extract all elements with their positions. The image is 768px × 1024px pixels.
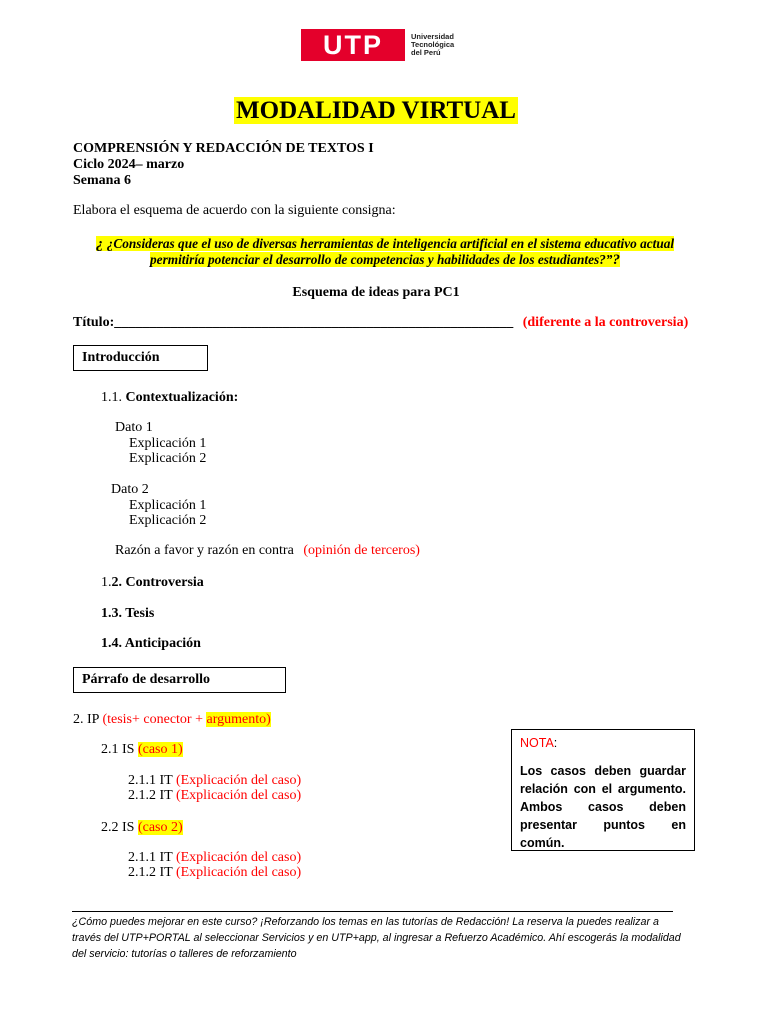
question-close-mark: ? bbox=[612, 252, 620, 268]
question-text: ¿Consideras que el uso de diversas herramientas de inteligencia artificial en el sistema educativo actual permitiría potenciar el desarrollo de competencias y habilidades de los estudiantes?” bbox=[103, 236, 675, 267]
logo-text bbox=[411, 33, 454, 57]
it-1-1-note: (Explicación del caso) bbox=[175, 773, 302, 788]
razon-text: Razón a favor y razón en contra bbox=[115, 543, 294, 558]
ip-label: 2. IP bbox=[73, 712, 103, 727]
titulo-label: Título: bbox=[73, 315, 115, 330]
it-2-2-label: 2.1.2 IT bbox=[128, 865, 176, 880]
note-label-row bbox=[520, 736, 686, 750]
controversia-num: 1. bbox=[101, 575, 112, 590]
titulo-note: (diferente a la controversia) bbox=[522, 315, 689, 330]
footer-divider bbox=[72, 911, 673, 912]
titulo-row bbox=[73, 315, 688, 331]
intro-heading: Introducción bbox=[73, 345, 208, 371]
razon-note: (opinión de terceros) bbox=[303, 543, 420, 558]
dato-2: Dato 2 bbox=[111, 482, 149, 497]
footer-text: ¿Cómo puedes mejorar en este curso? ¡Reforzando los temas en las tutorías de Redacción! La reserva la puedes realizar a través del UTP+PORTAL al seleccionar Servicios y en UTP+app, al ingresar a Refuerzo Académico. Ahí escogerás la modalidad del servicio: tutorías o talleres de reforzamiento bbox=[72, 916, 681, 960]
ip-note-argumento: argumento) bbox=[206, 712, 271, 727]
it-1-2-label: 2.1.2 IT bbox=[128, 788, 176, 803]
dato-2-explicacion-2: Explicación 2 bbox=[129, 513, 207, 528]
note-box bbox=[511, 729, 695, 851]
it-2-2-row bbox=[128, 865, 301, 881]
is-2-note: (caso 2) bbox=[137, 820, 183, 835]
anticipacion: 1.4. Anticipación bbox=[101, 636, 201, 651]
controversia-label: 2. Controversia bbox=[111, 575, 204, 590]
utp-logo bbox=[301, 29, 454, 61]
is-2-label: 2.2 IS bbox=[101, 820, 138, 835]
dato-1: Dato 1 bbox=[115, 420, 153, 435]
dato-1-explicacion-1: Explicación 1 bbox=[129, 436, 207, 451]
titulo-line: _________________________________________________________ bbox=[114, 315, 514, 330]
it-1-2-row bbox=[128, 788, 301, 804]
note-label: NOTA bbox=[520, 736, 554, 750]
cycle: Ciclo 2024– marzo bbox=[73, 157, 185, 172]
razon-row bbox=[115, 543, 420, 559]
it-2-1-label: 2.1.1 IT bbox=[128, 850, 176, 865]
is-2-row bbox=[101, 820, 183, 836]
desarrollo-heading: Párrafo de desarrollo bbox=[73, 667, 286, 693]
course-name: COMPRENSIÓN Y REDACCIÓN DE TEXTOS I bbox=[73, 141, 374, 156]
controversia bbox=[101, 575, 204, 591]
it-2-1-note: (Explicación del caso) bbox=[175, 850, 302, 865]
instruction: Elabora el esquema de acuerdo con la siguiente consigna: bbox=[73, 203, 396, 218]
it-1-1-label: 2.1.1 IT bbox=[128, 773, 176, 788]
is-1-row bbox=[101, 742, 183, 758]
is-1-label: 2.1 IS bbox=[101, 742, 138, 757]
question-open-mark: ¿ bbox=[95, 236, 104, 252]
ctx-label: Contextualización: bbox=[125, 390, 239, 405]
logo-line-1: Universidad bbox=[411, 32, 454, 41]
week: Semana 6 bbox=[73, 173, 131, 188]
dato-2-explicacion-1: Explicación 1 bbox=[129, 498, 207, 513]
it-2-1-row bbox=[128, 850, 301, 866]
logo-line-2: Tecnológica bbox=[411, 40, 455, 49]
schema-title: Esquema de ideas para PC1 bbox=[292, 285, 460, 300]
note-colon: : bbox=[553, 736, 558, 750]
it-2-2-note: (Explicación del caso) bbox=[175, 865, 302, 880]
it-1-2-note: (Explicación del caso) bbox=[175, 788, 302, 803]
ip-note: (tesis+ conector + bbox=[102, 712, 207, 727]
is-1-note: (caso 1) bbox=[137, 742, 183, 757]
page-title bbox=[0, 97, 752, 125]
question-prompt bbox=[90, 236, 680, 268]
ctx-num: 1.1. bbox=[101, 390, 126, 405]
tesis: 1.3. Tesis bbox=[101, 606, 155, 621]
dato-1-explicacion-2: Explicación 2 bbox=[129, 451, 207, 466]
contextualizacion bbox=[101, 390, 238, 406]
it-1-1-row bbox=[128, 773, 301, 789]
logo-line-3: del Perú bbox=[411, 48, 441, 57]
ip-row bbox=[73, 712, 271, 728]
note-body: Los casos deben guardar relación con el argumento. Ambos casos deben presentar puntos en común. bbox=[520, 764, 686, 850]
logo-letters: UTP bbox=[301, 29, 405, 61]
page-title-text: MODALIDAD VIRTUAL bbox=[236, 97, 516, 124]
